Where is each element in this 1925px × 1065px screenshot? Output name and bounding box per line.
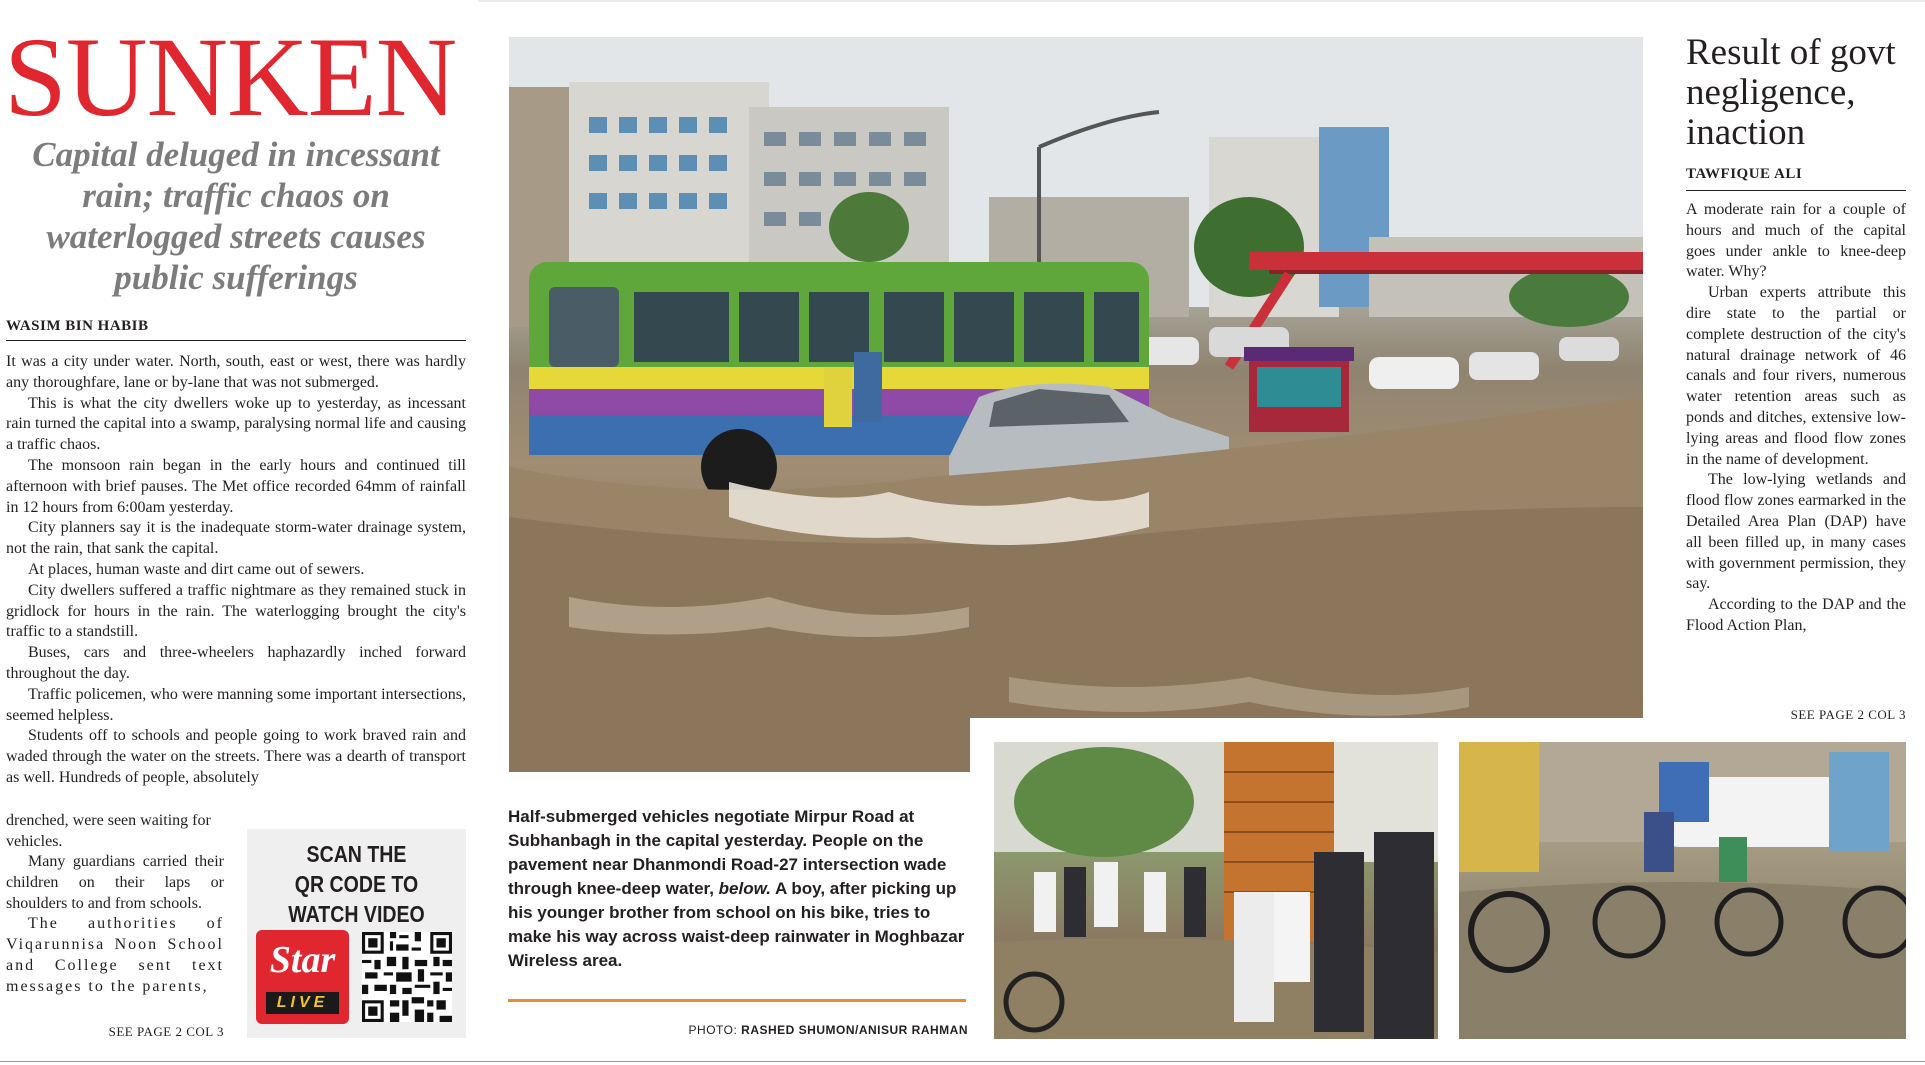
caption-below-word: below. [718,879,771,898]
moghbazar-bike-photo[interactable] [1459,742,1906,1039]
lead-story-narrow-column [6,852,224,998]
photo-credit: PHOTO: RASHED SHUMON/ANISUR RAHMAN [688,1023,968,1037]
qr-code-icon[interactable] [362,932,452,1022]
side-paragraph: The low-lying wetlands and flood flow zones earmarked in the Detailed Area Plan (DAP) have all been filled up, in many cases with government permission, they say. [1686,471,1906,593]
dhanmondi-wading-photo[interactable] [994,742,1438,1039]
main-flood-photo[interactable] [509,37,1643,772]
star-live-logo [256,930,349,1024]
side-paragraph: A moderate rain for a couple of hours and much of the capital goes under ankle to knee-deep water. Why? [1686,201,1906,281]
lead-paragraph: The authorities of Viqarunnisa Noon School and College sent text messages to the parents, [6,915,224,995]
photo-caption: Half-submerged vehicles negotiate Mirpur Road at Subhanbagh in the capital yesterday. People on the pavement near Dhanmondi Road-27 intersection wade through knee-deep water, below. A boy, after picking up his younger brother from school on his bike, tries to make his way across waist-deep rainwater in Moghbazar Wireless area. [508,807,965,970]
lead-deck: Capital deluged in incessant rain; traffic chaos on waterlogged streets causes public sufferings [32,135,440,297]
lead-story-body [6,352,466,789]
side-jump-line[interactable]: SEE PAGE 2 COL 3 [1790,707,1906,722]
lead-paragraph: Traffic policemen, who were manning some important intersections, seemed helpless. [6,685,466,724]
lead-jump-line[interactable]: SEE PAGE 2 COL 3 [108,1024,224,1039]
lead-paragraph: City dwellers suffered a traffic nightmare as they remained stuck in gridlock for hours in the rain. The waterlogging brought the city's traffic to a standstill. [6,581,466,641]
star-logo-live: LIVE [266,992,339,1014]
side-story-body [1686,200,1906,637]
caption-divider [508,999,966,1002]
footbridge-shape [1249,252,1643,270]
side-byline: TAWFIQUE ALI [1686,166,1906,191]
star-logo-word: Star [269,939,336,981]
lead-paragraph: Buses, cars and three-wheelers haphazardly inched forward throughout the day. [6,644,466,682]
qr-video-promo[interactable] [247,829,466,1038]
lead-paragraph: Students off to schools and people going to work braved rain and waded through the water on the streets. There was a dearth of transport as well. Hundreds of people, absolutely [6,727,466,786]
side-paragraph: Urban experts attribute this dire state to the partial or complete destruction of the city's natural drainage network of 46 canals and four rivers, numerous water retention areas such as ponds and ditches, extensive low-lying areas and flood flow zones in the name of development. [1686,284,1906,468]
lead-paragraph: The monsoon rain began in the early hours and continued till afternoon with brief pauses. The Met office recorded 64mm of rainfall in 12 hours from 6:00am yesterday. [6,456,466,516]
side-paragraph: According to the DAP and the Flood Action Plan, [1686,596,1906,634]
lead-paragraph: It was a city under water. North, south, east or west, there was hardly any thoroughfare, lane or by-lane that was not submerged. [6,353,466,391]
lead-paragraph: At places, human waste and dirt came out of sewers. [28,560,365,578]
qr-promo-title: SCAN THE QR CODE TO WATCH VIDEO [288,841,425,927]
bottom-rule [0,1061,1925,1062]
side-headline: Result of govt negligence, inaction [1686,32,1896,153]
lead-paragraph: This is what the city dwellers woke up to yesterday, as incessant rain turned the capital into a swamp, paralysing normal life and causing a traffic chaos. [6,394,466,454]
lead-headline: SUNKEN [4,15,457,140]
rickshaw-hood-shape [1459,742,1539,872]
lead-paragraph: Many guardians carried their children on their laps or shoulders to and from schools. [6,853,224,912]
lead-paragraph: drenched, were seen waiting for vehicles. [6,812,211,850]
lead-byline: WASIM BIN HABIB [6,318,466,341]
lead-paragraph: City planners say it is the inadequate storm-water drainage system, not the rain, that sank the capital. [6,519,466,558]
top-rule [478,0,1925,2]
lead-story-continuation [6,811,226,853]
